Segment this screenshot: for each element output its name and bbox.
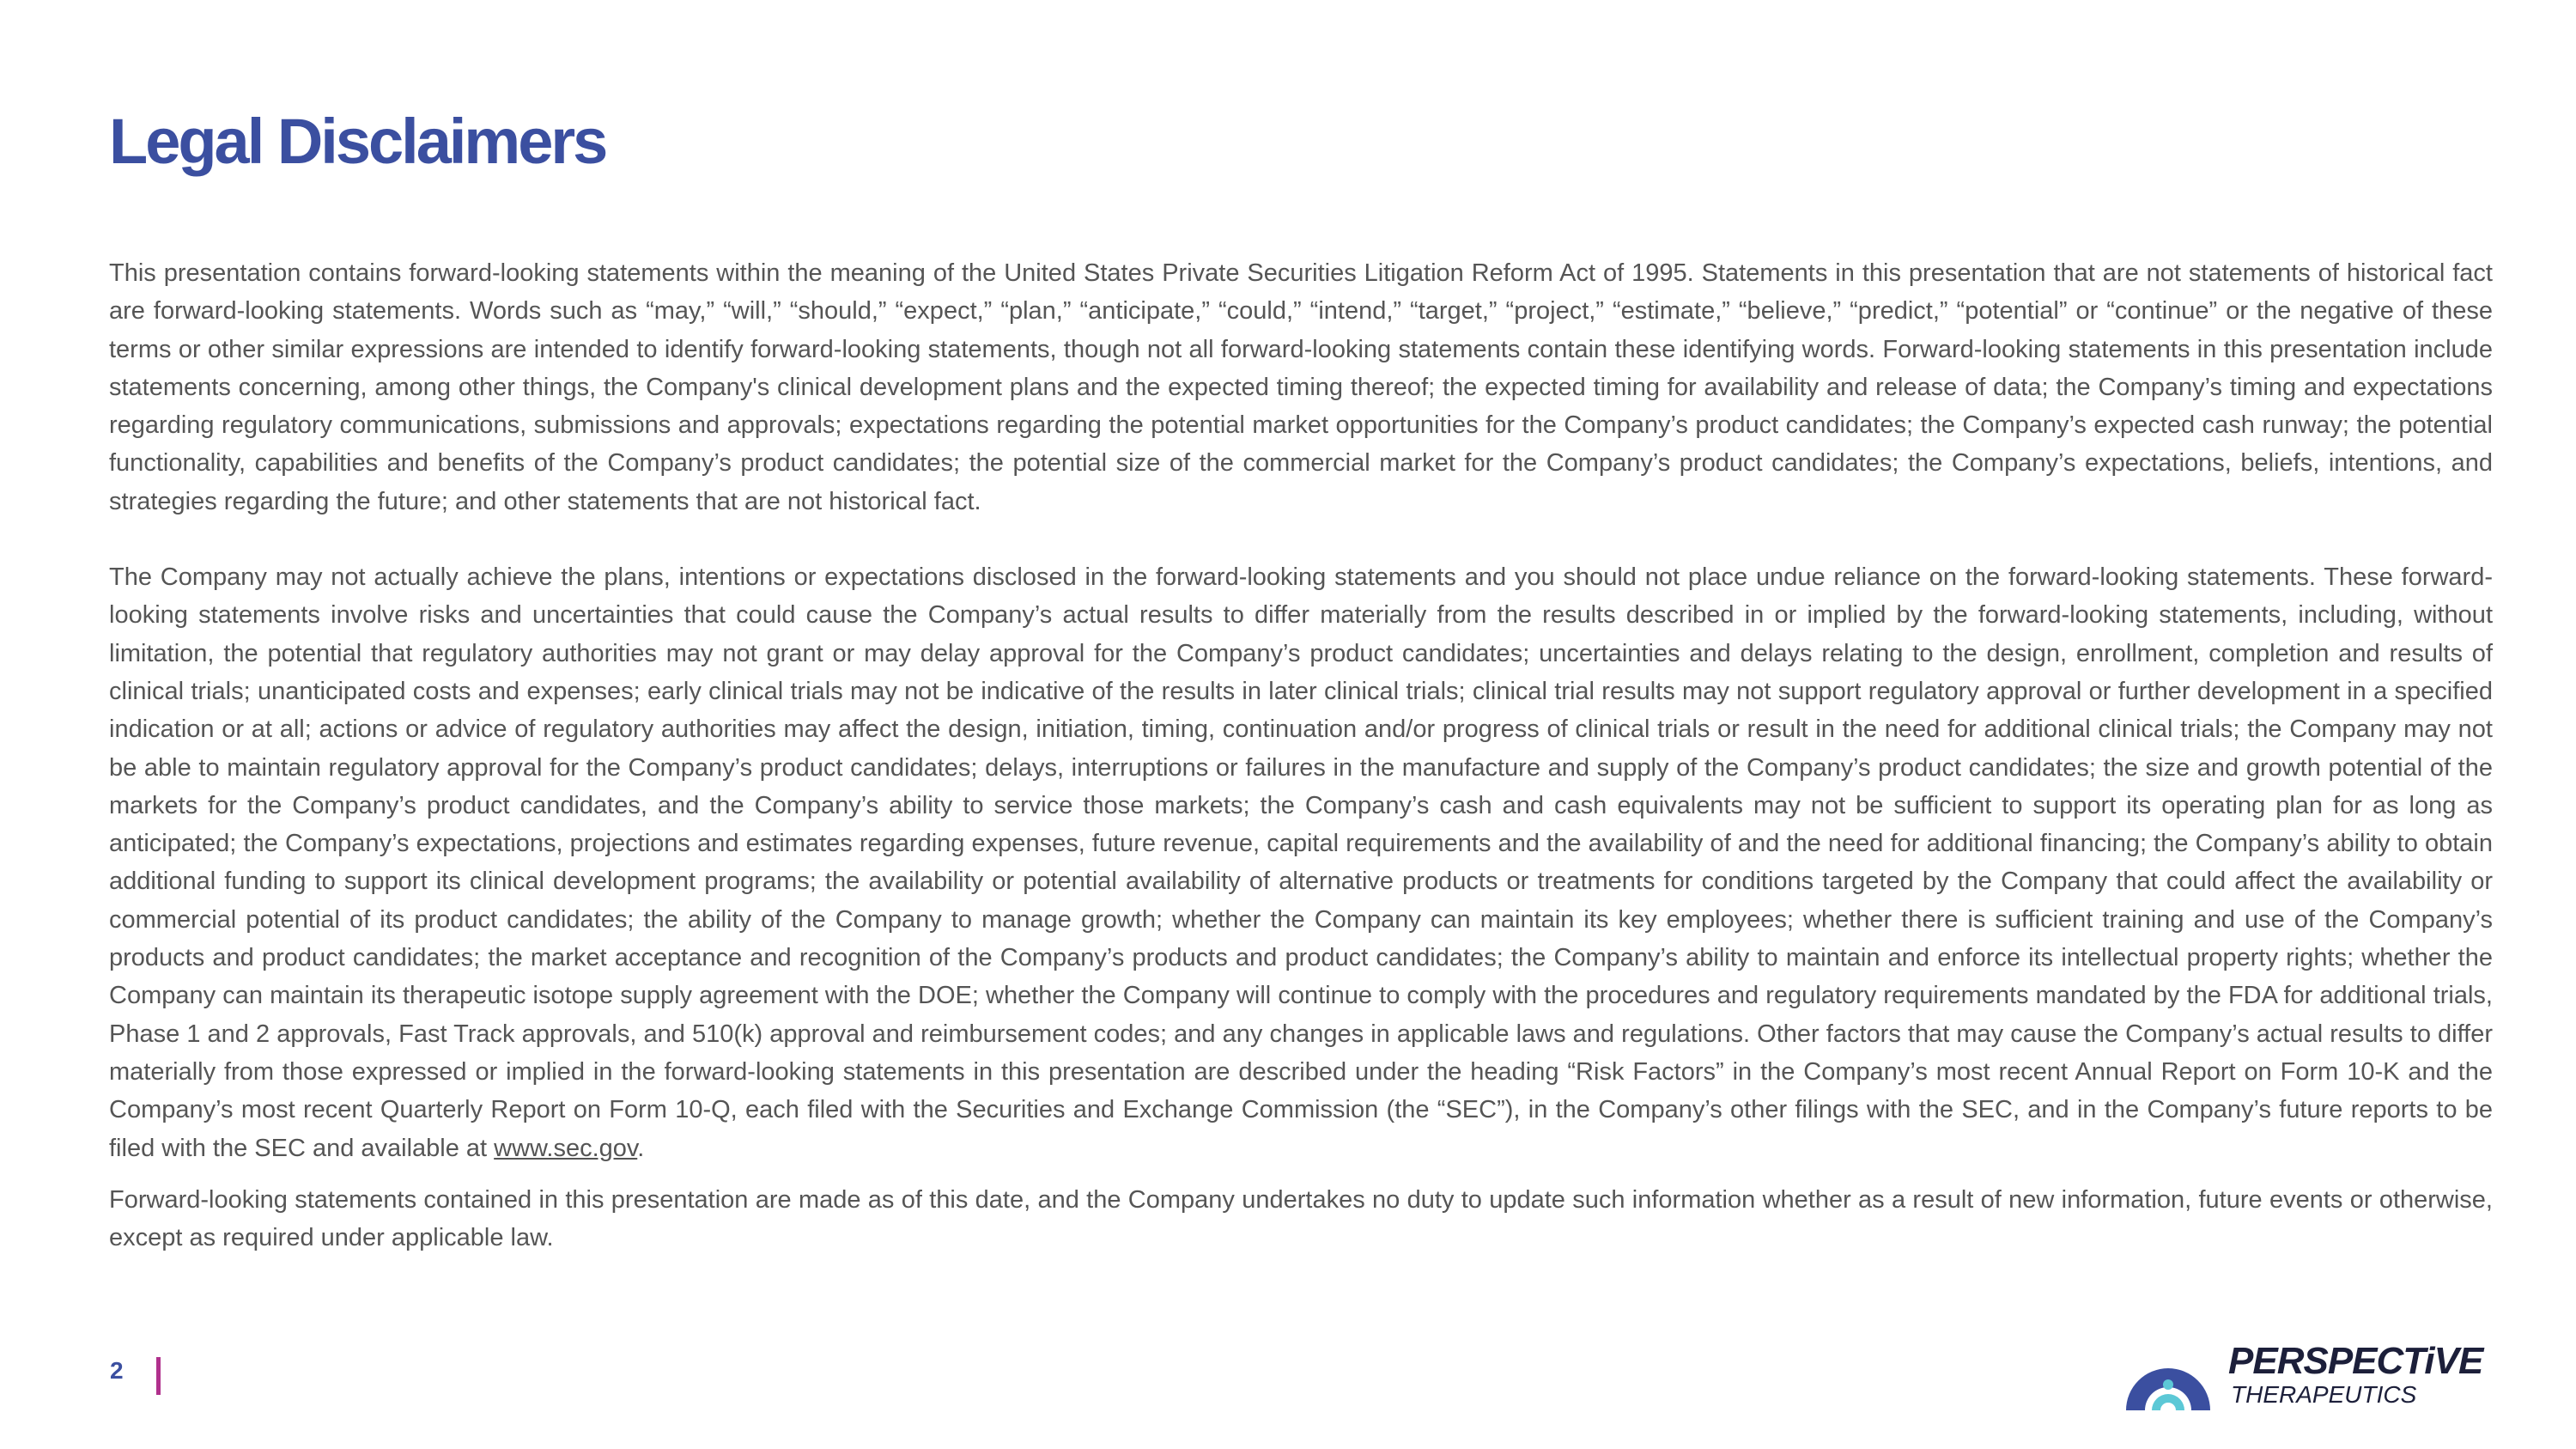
disclaimer-paragraph-risks-end: . xyxy=(637,1134,645,1162)
disclaimer-body xyxy=(109,254,2493,1257)
logo-subtitle: THERAPEUTICS xyxy=(2231,1381,2417,1408)
page-title: Legal Disclaimers xyxy=(109,106,606,177)
disclaimer-paragraph-risks xyxy=(109,558,2493,1167)
disclaimer-paragraph-forward-looking: This presentation contains forward-looking statements within the meaning of the United States Private Securities Litigation Reform Act of 1995. Statements in this presentation that are not statements of historical fact are forward-looking statements. Words such as “may,” “will,” “should,” “expect,” “plan,” “anticipate,” “could,” “intend,” “target,” “project,” “estimate,” “believe,” “predict,” “potential” or “continue” or the negative of these terms or other similar expressions are intended to identify forward-looking statements, though not all forward-looking statements contain these identifying words. Forward-looking statements in this presentation include statements concerning, among other things, the Company's clinical development plans and the expected timing thereof; the expected timing for availability and release of data; the Company’s timing and expectations regarding regulatory communications, submissions and approvals; expectations regarding the potential market opportunities for the Company’s product candidates; the Company’s expected cash runway; the potential functionality, capabilities and benefits of the Company’s product candidates; the potential size of the commercial market for the Company’s product candidates; the Company’s expectations, beliefs, intentions, and strategies regarding the future; and other statements that are not historical fact. xyxy=(109,259,2493,515)
footer-divider xyxy=(156,1357,161,1395)
perspective-arch-logo-icon xyxy=(2121,1331,2215,1417)
sec-gov-link[interactable]: www.sec.gov xyxy=(494,1134,638,1162)
page-number: 2 xyxy=(110,1357,124,1384)
disclaimer-paragraph-risks-text: The Company may not actually achieve the plans, intentions or expectations disclosed in the forward-looking statements and you should not place undue reliance on the forward-looking statements. These forward-looking statements involve risks and uncertainties that could cause the Company’s actual results to differ materially from the results described in or implied by the forward-looking statements, including, without limitation, the potential that regulatory authorities may not grant or may delay approval for the Company’s product candidates; uncertainties and delays relating to the design, enrollment, completion and results of clinical trials; unanticipated costs and expenses; early clinical trials may not be indicative of the results in later clinical trials; clinical trial results may not support regulatory approval or further development in a specified indication or at all; actions or advice of regulatory authorities may affect the design, initiation, timing, continuation and/or progress of clinical trials or result in the need for additional clinical trials; the Company may not be able to maintain regulatory approval for the Company’s product candidates; delays, interruptions or failures in the manufacture and supply of the Company’s product candidates; the size and growth potential of the markets for the Company’s product candidates, and the Company’s ability to service those markets; the Company’s cash and cash equivalents may not be sufficient to support its operating plan for as long as anticipated; the Company’s expectations, projections and estimates regarding expenses, future revenue, capital requirements and the availability of and the need for additional financing; the Company’s ability to obtain additional funding to support its clinical development programs; the availability or potential availability of alternative products or treatments for conditions targeted by the Company that could affect the availability or commercial potential of its product candidates; the ability of the Company to manage growth; whether the Company can maintain its key employees; whether there is sufficient training and use of the Company’s products and product candidates; the market acceptance and recognition of the Company’s products and product candidates; the Company’s ability to maintain and enforce its intellectual property rights; whether the Company can maintain its therapeutic isotope supply agreement with the DOE; whether the Company will continue to comply with the procedures and regulatory requirements mandated by the FDA for additional trials, Phase 1 and 2 approvals, Fast Track approvals, and 510(k) approval and reimbursement codes; and any changes in applicable laws and regulations. Other factors that may cause the Company’s actual results to differ materially from those expressed or implied in the forward-looking statements in this presentation are described under the heading “Risk Factors” in the Company’s most recent Annual Report on Form 10-K and the Company’s most recent Quarterly Report on Form 10-Q, each filed with the Securities and Exchange Commission (the “SEC”), in the Company’s other filings with the SEC, and in the Company’s future reports to be filed with the SEC and available at xyxy=(109,563,2493,1162)
company-logo xyxy=(2121,1331,2499,1417)
logo-wordmark: PERSPECTiVE xyxy=(2228,1340,2483,1382)
disclaimer-paragraph-no-duty: Forward-looking statements contained in this presentation are made as of this date, and the Company undertakes no duty to update such information whether as a result of new information, future events or otherwise, except as required under applicable law. xyxy=(109,1185,2493,1252)
